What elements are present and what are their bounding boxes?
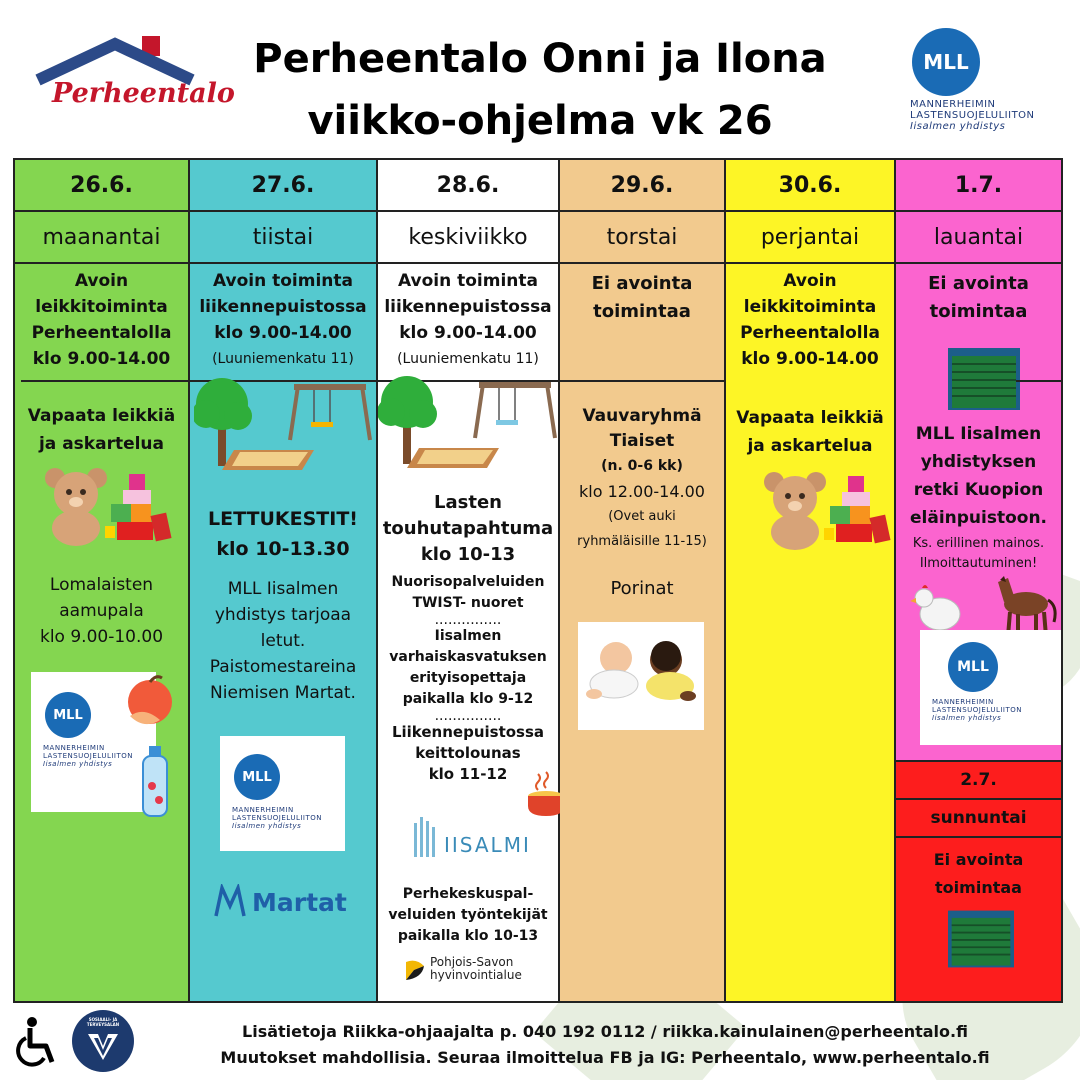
iisalmi-logo: IISALMI bbox=[408, 815, 531, 857]
date-friday: 30.6. bbox=[778, 172, 842, 198]
column-wednesday bbox=[378, 160, 560, 1001]
sunday-no-activity: Ei avointa toimintaa bbox=[933, 850, 1024, 897]
date-monday: 26.6. bbox=[70, 172, 133, 198]
thursday-porinat: Porinat bbox=[610, 578, 674, 599]
mll-logo-circle: MLL bbox=[45, 692, 91, 738]
monday-free-play: Vapaata leikkiä ja askartelua bbox=[27, 406, 176, 454]
weekday-wednesday: keskiviikko bbox=[408, 224, 528, 250]
babies-image bbox=[578, 622, 704, 730]
column-friday bbox=[726, 160, 896, 1001]
mll-logo-circle: MLL bbox=[234, 754, 280, 800]
mll-logo-circle: MLL bbox=[912, 28, 980, 96]
playground-illustration bbox=[378, 372, 560, 476]
wednesday-kids-event: Lasten touhutapahtuma klo 10-13 bbox=[382, 492, 554, 565]
thursday-no-activity: Ei avointa toimintaa bbox=[591, 273, 693, 322]
column-saturday bbox=[896, 160, 1061, 1001]
footer-notice: Muutokset mahdollisia. Seuraa ilmoittelua FB ja IG: Perheentalo, www.perheentalo.fi bbox=[220, 1048, 990, 1067]
weekday-friday: perjantai bbox=[760, 224, 860, 250]
perheentalo-logo-text: Perheentalo bbox=[52, 78, 235, 109]
weekday-tuesday: tiistai bbox=[252, 224, 314, 250]
tuesday-pancake-party: LETTUKESTIT! klo 10-13.30 bbox=[208, 508, 358, 560]
juice-bottle-icon bbox=[138, 746, 172, 822]
wednesday-family-services: Perhekeskuspal- veluiden työntekijät paikalla klo 10-13 bbox=[388, 886, 548, 944]
column-monday bbox=[15, 160, 190, 1001]
date-sunday: 2.7. bbox=[960, 770, 997, 790]
page-title-line2: viikko-ohjelma vk 26 bbox=[307, 98, 773, 144]
weekday-thursday: torstai bbox=[606, 224, 678, 250]
friday-open-play: Avoin leikkitoiminta Perheentalolla klo 9.00-14.00 bbox=[740, 271, 880, 369]
sunday-block bbox=[896, 760, 1061, 1001]
column-thursday bbox=[560, 160, 726, 1001]
date-tuesday: 27.6. bbox=[251, 172, 315, 198]
weekday-saturday: lauantai bbox=[933, 224, 1024, 250]
playground-illustration bbox=[194, 374, 374, 478]
saturday-no-activity: Ei avointa toimintaa bbox=[928, 273, 1029, 322]
tuesday-open-activity: Avoin toiminta liikennepuistossa klo 9.00-14.00 (Luuniemenkatu 11) bbox=[199, 271, 367, 367]
tuesday-pancake-info: MLL Iisalmen yhdistys tarjoaa letut. Paistomestareina Niemisen Martat. bbox=[209, 579, 357, 703]
friday-free-play: Vapaata leikkiä ja askartelua bbox=[736, 408, 884, 456]
closed-shutter-icon bbox=[948, 348, 1020, 414]
pohjois-savo-logo: Pohjois-Savon hyvinvointialue bbox=[404, 956, 522, 982]
column-tuesday bbox=[190, 160, 378, 1001]
mll-sponsor-box: MLL MANNERHEIMIN LASTENSUOJELULIITON Iisalmen yhdistys bbox=[920, 630, 1061, 745]
date-saturday: 1.7. bbox=[954, 172, 1003, 198]
quality-badge: SOSIAALI- JA TERVEYSALAN bbox=[72, 1010, 134, 1072]
date-wednesday: 28.6. bbox=[436, 172, 500, 198]
wednesday-event-details: Nuorisopalveluiden TWIST- nuoret ............... Iisalmen varhaiskasvatuksen erityisopettaja paikalla klo 9-12 ............... Liikennepuistossa keittolounas klo 11-12 bbox=[389, 574, 547, 783]
weekday-monday: maanantai bbox=[42, 224, 161, 250]
apple-icon bbox=[120, 670, 180, 734]
closed-shutter-icon bbox=[948, 910, 1014, 972]
weekday-sunday: sunnuntai bbox=[930, 808, 1027, 828]
toy-blocks-icon bbox=[824, 472, 894, 548]
mll-sponsor-box: MLL MANNERHEIMIN LASTENSUOJELULIITON Iisalmen yhdistys bbox=[220, 736, 345, 851]
weekly-schedule-grid bbox=[13, 158, 1063, 1003]
date-thursday: 29.6. bbox=[610, 172, 674, 198]
monday-breakfast: Lomalaisten aamupala klo 9.00-10.00 bbox=[39, 575, 164, 647]
mll-logo-text: MANNERHEIMIN LASTENSUOJELULIITON Iisalmen yhdistys bbox=[910, 99, 1035, 132]
footer-contact: Lisätietoja Riikka-ohjaajalta p. 040 192 0112 / riikka.kainulainen@perheentalo.fi bbox=[242, 1022, 968, 1041]
mll-sponsor-box: MLL MANNERHEIMIN LASTENSUOJELULIITON Iisalmen yhdistys bbox=[31, 672, 156, 812]
martat-logo: Martat bbox=[212, 884, 347, 920]
monday-open-play: Avoin leikkitoiminta Perheentalolla klo 9.00-14.00 bbox=[31, 271, 172, 369]
teddy-bear-icon bbox=[760, 470, 830, 554]
thursday-baby-group: Vauvaryhmä Tiaiset (n. 0-6 kk) klo 12.00-14.00 (Ovet auki ryhmäläisille 11-15) bbox=[577, 406, 707, 549]
mll-logo-circle: MLL bbox=[948, 642, 998, 692]
saturday-zoo-note: Ks. erillinen mainos. Ilmoittautuminen! bbox=[912, 536, 1045, 571]
accessibility-icon bbox=[16, 1016, 60, 1074]
wednesday-open-activity: Avoin toiminta liikennepuistossa klo 9.00-14.00 (Luuniemenkatu 11) bbox=[384, 271, 552, 367]
saturday-zoo-trip: MLL Iisalmen yhdistyksen retki Kuopion eläinpuistoon. bbox=[909, 424, 1048, 528]
toy-blocks-icon bbox=[105, 470, 175, 546]
teddy-bear-icon bbox=[41, 466, 111, 550]
page-title-line1: Perheentalo Onni ja Ilona bbox=[253, 36, 827, 82]
